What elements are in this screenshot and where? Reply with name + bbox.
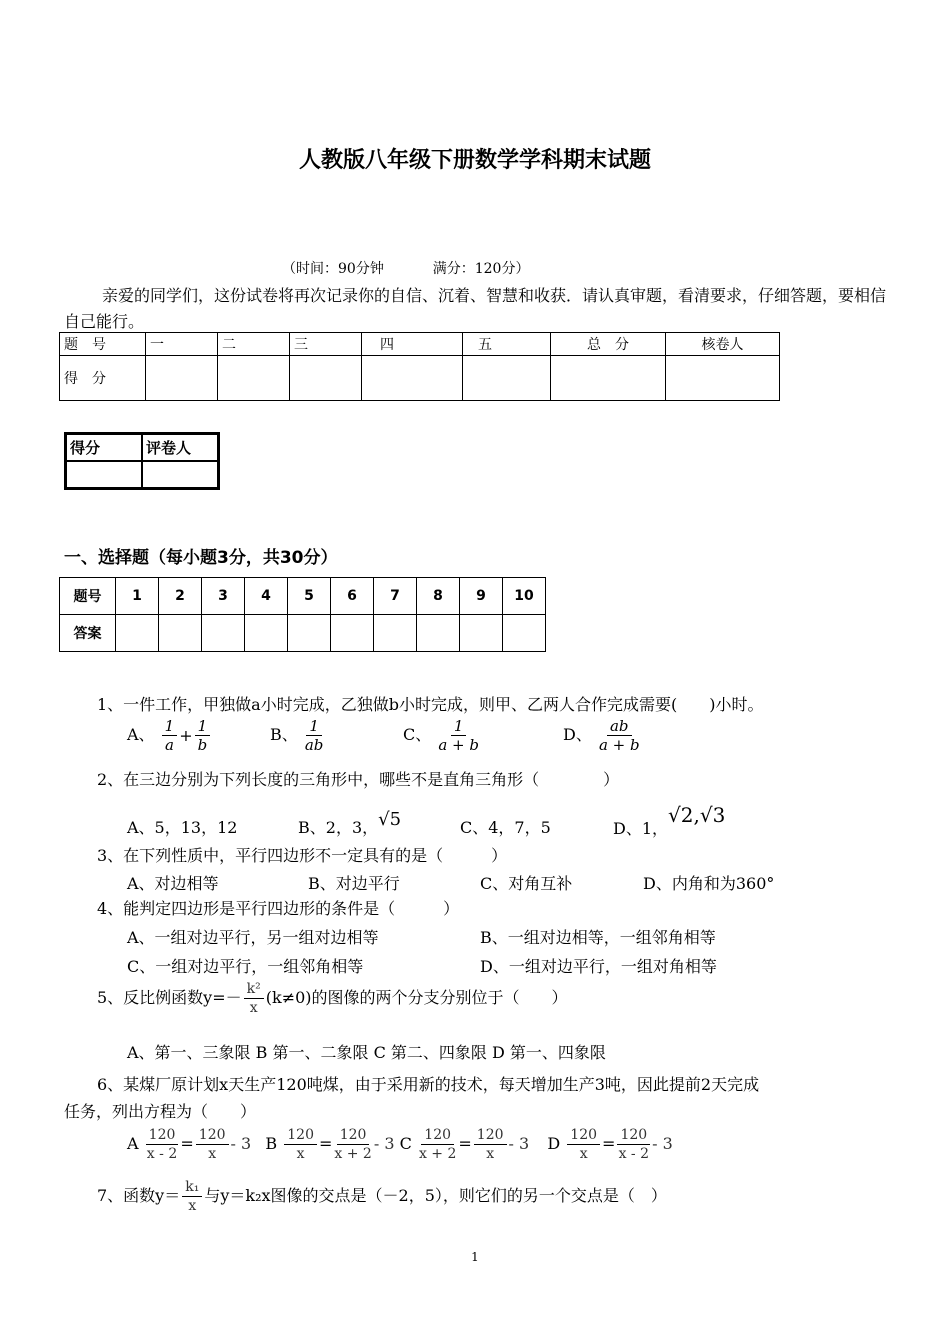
- question-2-option-c: C、4，7，5: [460, 818, 551, 837]
- question-1-option-b: B、 $\frac{1}{ab}$: [270, 717, 324, 754]
- question-2-option-a: A、5，13，12: [127, 818, 238, 837]
- grader-score-label: 得分: [66, 434, 143, 462]
- question-5-options: A、第一、三象限 B 第一、二象限 C 第二、四象限 D 第一、四象限: [127, 1043, 606, 1062]
- question-number: 4: [245, 578, 288, 615]
- fraction: $\frac{1}{ab}$: [304, 717, 324, 754]
- grader-table: [64, 432, 220, 490]
- question-3-option-a: A、对边相等: [127, 874, 219, 893]
- grader-score-cell[interactable]: [66, 461, 143, 489]
- full-score-info: 满分：120分）: [432, 261, 530, 277]
- answer-cell[interactable]: [288, 615, 331, 652]
- fraction: $\frac{\text{k²}}{x}$: [244, 980, 264, 1017]
- fraction: $\frac{120}{x + 2}$: [418, 1127, 457, 1162]
- fraction: $\frac{120}{x + 2}$: [334, 1127, 372, 1162]
- answer-cell[interactable]: [159, 615, 202, 652]
- score-row-label: 得 分: [60, 356, 146, 401]
- score-header: 二: [218, 333, 290, 356]
- answer-cell[interactable]: [417, 615, 460, 652]
- question-4-option-c: C、一组对边平行，一组邻角相等: [127, 957, 364, 976]
- score-cell[interactable]: [146, 356, 218, 401]
- question-6-line2: 任务，列出方程为（ ）: [64, 1102, 257, 1121]
- question-number: 8: [417, 578, 460, 615]
- question-2-option-d: D、1，√2,√3: [613, 803, 726, 838]
- time-info: （时间：90分钟: [282, 261, 384, 277]
- score-header: 三: [290, 333, 362, 356]
- question-number: 3: [202, 578, 245, 615]
- answer-cell[interactable]: [503, 615, 546, 652]
- question-number: 1: [116, 578, 159, 615]
- score-cell[interactable]: [666, 356, 780, 401]
- question-3-option-d: D、内角和为360°: [643, 874, 775, 893]
- score-header: 核卷人: [666, 333, 780, 356]
- question-1-option-d: D、 $\frac{ab}{a + b}$: [563, 717, 640, 754]
- answer-cell[interactable]: [460, 615, 503, 652]
- question-3-option-c: C、对角互补: [480, 874, 573, 893]
- fraction: $\frac{120}{x}$: [567, 1126, 600, 1163]
- question-4-option-a: A、一组对边平行，另一组对边相等: [127, 928, 379, 947]
- fraction: $\frac{120}{x - 2}$: [618, 1127, 650, 1162]
- question-number: 2: [159, 578, 202, 615]
- answer-cell[interactable]: [245, 615, 288, 652]
- intro-text: 亲爱的同学们，这份试卷将再次记录你的自信、沉着、智慧和收获．请认真审题，看清要求，仔细答题，要相信自己能行。: [64, 286, 887, 331]
- score-cell[interactable]: [218, 356, 290, 401]
- score-header: 总 分: [551, 333, 666, 356]
- answer-row-label: 答案: [60, 615, 116, 652]
- question-4-option-b: B、一组对边相等，一组邻角相等: [480, 928, 716, 947]
- question-6-options: A $\frac{120}{x - 2}$ = $\frac{120}{x}$ - 3 B $\frac{120}{x}$ = $\frac{120}{x + 2}$ - 3 C $\frac{120}{x + 2}$ = $\frac{120}{x}$ - 3 D $\frac{120}{x}$ = $\frac{120}{x - 2}$ - 3: [127, 1127, 673, 1162]
- answer-cell[interactable]: [202, 615, 245, 652]
- question-4-option-d: D、一组对边平行，一组对角相等: [480, 957, 717, 976]
- fraction: $\frac{1}{a + b}$: [438, 717, 479, 754]
- score-header: 四: [362, 333, 463, 356]
- score-cell[interactable]: [463, 356, 551, 401]
- score-cell[interactable]: [290, 356, 362, 401]
- question-number: 6: [331, 578, 374, 615]
- page-title: 人教版八年级下册数学学科期末试题: [298, 148, 651, 173]
- answer-row-label: 题号: [60, 578, 116, 615]
- question-7-stem: 7、函数y＝ $\frac{\text{k₁}}{x}$ 与y＝k₂x图像的交点是（－2，5），则它们的另一个交点是（ ）: [97, 1179, 667, 1214]
- question-5-stem: 5、反比例函数y=－ $\frac{\text{k²}}{x}$ (k≠0)的图像的两个分支分别位于（ ）: [97, 981, 568, 1016]
- score-header: 一: [146, 333, 218, 356]
- fraction: $\frac{120}{x}$: [474, 1126, 507, 1163]
- fraction: $\frac{120}{x - 2}$: [146, 1127, 178, 1162]
- fraction: $\frac{120}{x}$: [196, 1126, 229, 1163]
- question-1-option-a: A、 $\frac{1}{a}$ + $\frac{1}{b}$: [127, 717, 212, 754]
- score-header: 五: [463, 333, 551, 356]
- question-4-stem: 4、能判定四边形是平行四边形的条件是（ ）: [97, 899, 460, 918]
- question-3-option-b: B、对边平行: [308, 874, 400, 893]
- question-number: 9: [460, 578, 503, 615]
- question-2-option-b: B、2，3，√5: [298, 809, 402, 837]
- score-header: 题 号: [60, 333, 146, 356]
- question-number: 5: [288, 578, 331, 615]
- fraction: $\frac{1}{b}$: [195, 717, 211, 754]
- answer-cell[interactable]: [374, 615, 417, 652]
- score-table: [59, 332, 780, 401]
- grader-name-cell[interactable]: [142, 461, 219, 489]
- answer-table: [59, 577, 546, 652]
- answer-cell[interactable]: [331, 615, 374, 652]
- exam-meta: [282, 258, 529, 278]
- fraction: $\frac{1}{a}$: [162, 717, 178, 754]
- fraction: $\frac{ab}{a + b}$: [598, 717, 640, 754]
- question-3-stem: 3、在下列性质中，平行四边形不一定具有的是（ ）: [97, 846, 508, 865]
- question-1-stem: 1、一件工作，甲独做a小时完成，乙独做b小时完成，则甲、乙两人合作完成需要( )小时。: [97, 695, 764, 714]
- fraction: $\frac{\text{k₁}}{x}$: [182, 1178, 202, 1215]
- question-number: 7: [374, 578, 417, 615]
- score-cell[interactable]: [362, 356, 463, 401]
- fraction: $\frac{120}{x}$: [284, 1126, 317, 1163]
- score-cell[interactable]: [551, 356, 666, 401]
- grader-name-label: 评卷人: [142, 434, 219, 462]
- question-6-line1: 6、某煤厂原计划x天生产120吨煤，由于采用新的技术，每天增加生产3吨，因此提前2天完成: [97, 1075, 760, 1094]
- section-heading: 一、选择题（每小题3分，共30分）: [64, 548, 338, 568]
- question-2-stem: 2、在三边分别为下列长度的三角形中，哪些不是直角三角形（ ）: [97, 770, 620, 789]
- answer-cell[interactable]: [116, 615, 159, 652]
- page-number: 1: [471, 1250, 479, 1264]
- question-1-option-c: C、 $\frac{1}{a + b}$: [403, 717, 479, 754]
- question-number: 10: [503, 578, 546, 615]
